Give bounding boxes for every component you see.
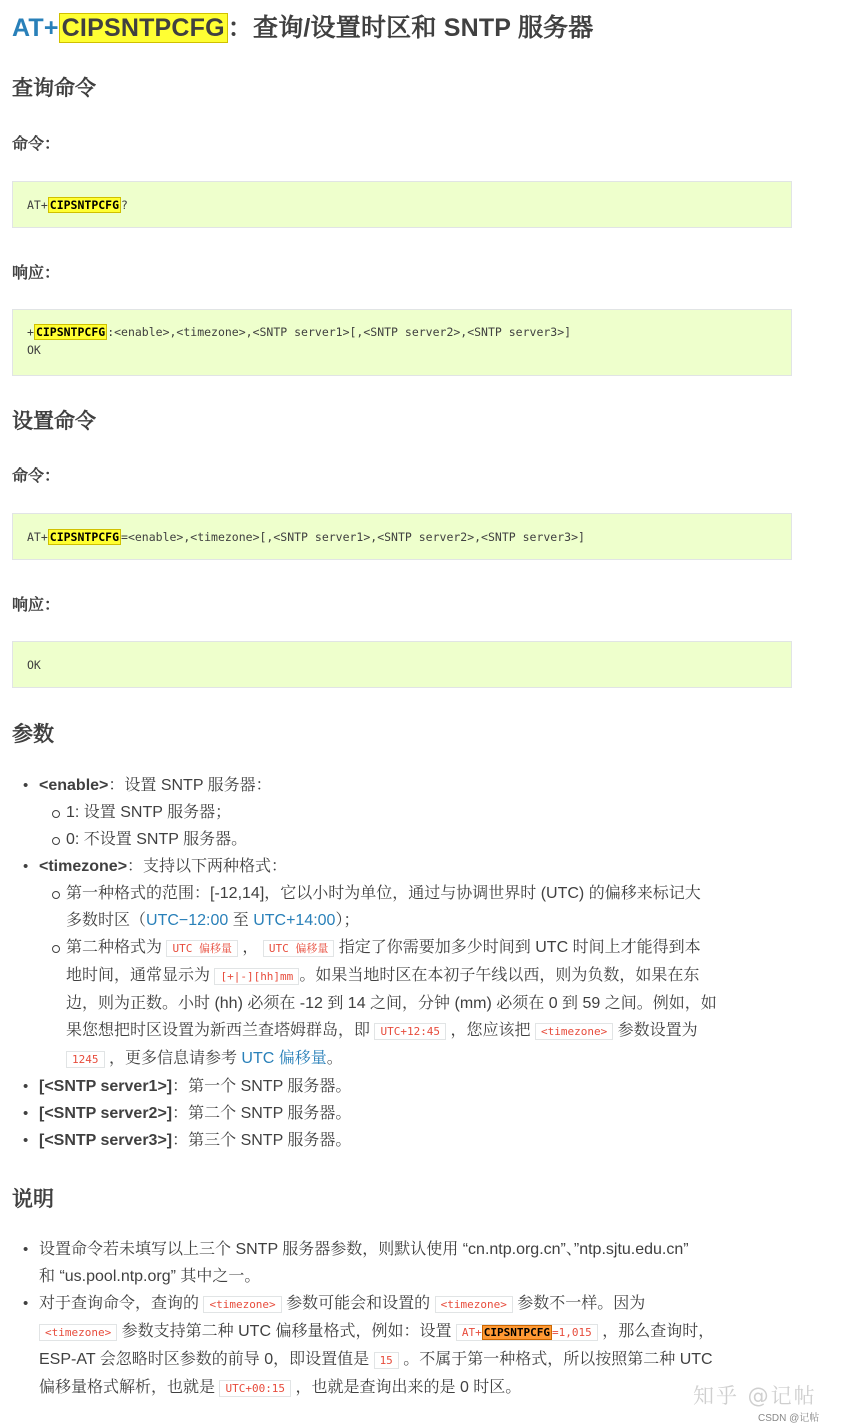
query-resp-code: + CIPSNTPCFG :<enable>,<timezone>,<SNTP server1>[,<SNTP server2>,<SNTP server3>] OK — [12, 309, 792, 376]
query-cmd-code: AT+ CIPSNTPCFG ? — [12, 181, 792, 228]
set-cmd-code: AT+ CIPSNTPCFG =<enable>,<timezone>[,<SNTP server1>,<SNTP server2>,<SNTP server3>] — [12, 513, 792, 560]
note-timezone-query: • 对于查询命令，查询的 <timezone> 参数可能会和设置的 <timezone> 参数不一样。因为 <timezone> 参数支持第二种 UTC 偏移量格式，例如：设置 AT+ CIPSNTPCFG =1,015 ，那么查询时， ESP-AT 会忽略时区参数的前导 0，即设置值是 15 。不属于第一种格式，所以按照第二种 UTC 偏移量格式解析，也就是 UTC+00:15 ，也就是查询出来的是 0 时区。 — [12, 1290, 794, 1402]
params-heading: 参数 — [12, 723, 54, 746]
utc-max-link[interactable]: UTC+14:00 — [253, 912, 336, 929]
set-heading: 设置命令 — [12, 410, 96, 433]
query-resp-label: 响应： — [12, 265, 61, 282]
title-prefix: AT+ — [12, 14, 59, 42]
param-server2: • [<SNTP server2>]：第二个 SNTP 服务器。 — [12, 1100, 794, 1127]
zhihu-watermark: 知乎 @记帖 — [693, 1384, 817, 1408]
note-default-servers: • 设置命令若未填写以上三个 SNTP 服务器参数，则默认使用 “cn.ntp.org.cn”、”ntp.sjtu.edu.cn” 和 “us.pool.ntp.org” 其中之一。 — [12, 1236, 794, 1290]
page-title — [12, 8, 593, 44]
csdn-watermark: CSDN @记帖 — [758, 1413, 820, 1424]
notes-heading: 说明 — [12, 1188, 54, 1211]
param-server3: • [<SNTP server3>]：第三个 SNTP 服务器。 — [12, 1127, 794, 1154]
param-enable-opt1: 1: 设置 SNTP 服务器； — [12, 799, 794, 826]
set-resp-code: OK — [12, 641, 792, 688]
utc-offset-link[interactable]: UTC 偏移量 — [241, 1050, 327, 1067]
query-heading: 查询命令 — [12, 77, 96, 100]
utc-min-link[interactable]: UTC−12:00 — [146, 912, 229, 929]
param-timezone-format1: 第一种格式的范围：[-12,14]，它以小时为单位，通过与协调世界时 (UTC) 的偏移来标记大 多数时区（UTC−12:00 至 UTC+14:00）； — [12, 880, 794, 934]
param-enable-opt0: 0: 不设置 SNTP 服务器。 — [12, 826, 794, 853]
notes-list — [12, 1236, 794, 1402]
set-resp-label: 响应： — [12, 597, 61, 614]
params-list — [12, 772, 794, 1154]
query-cmd-label: 命令： — [12, 136, 61, 153]
param-server1: • [<SNTP server1>]：第一个 SNTP 服务器。 — [12, 1073, 794, 1100]
param-enable: • <enable>：设置 SNTP 服务器： — [12, 772, 794, 799]
set-cmd-label: 命令： — [12, 468, 61, 485]
param-timezone: • <timezone>：支持以下两种格式： — [12, 853, 794, 880]
title-rest: ：查询/设置时区和 SNTP 服务器 — [227, 14, 594, 42]
param-timezone-format2: 第二种格式为 UTC 偏移量 ， UTC 偏移量 指定了你需要加多少时间到 UTC 时间上才能得到本 地时间，通常显示为 [+|-][hh]mm 。如果当地时区在本初子午线以西，则为负数，如果在东 边，则为正数。小时 (hh) 必须在 -12 到 14 之间，分钟 (mm) 必须在 0 到 59 之间。例如，如 果您想把时区设置为新西兰查塔姆群岛，即 UTC+12:45 ，您应该把 <timezone> 参数设置为 1245 ，更多信息请参考 UTC 偏移量。 — [12, 934, 794, 1073]
title-command: CIPSNTPCFG — [59, 13, 228, 43]
